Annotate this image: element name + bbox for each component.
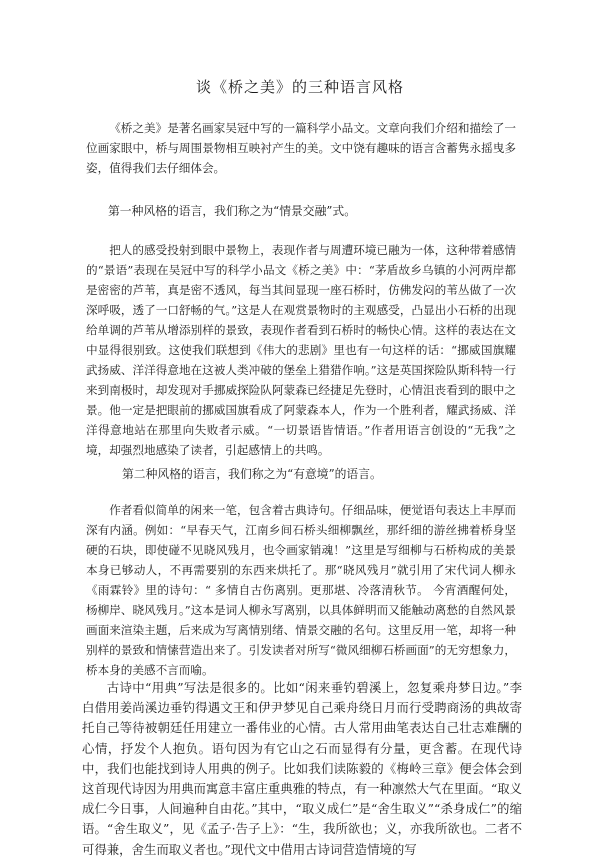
section3-paragraph: 古诗中“用典”写法是很多的。比如“闲来垂钓碧溪上，忽复乘舟梦日边。”李白借用姜尚溪边垂钓得遇文王和伊尹梦见自己乘舟绕日月而行受聘商汤的典故寄托自己等待被朝廷任用建立一番伟业的心情。古人常用曲笔表达自己壮志难酬的心情，抒发个人抱负。语句因为有它山之石而显得有分量，更含蓄。在现代诗中，我们也能找到诗人用典的例子。比如我们读陈毅的《梅岭三章》便会体会到这首现代诗因为用典而寓意丰富庄重典雅的特点，有一种凛然大气在里面。“取义成仁今日事，人间遍种自由花。”其中，“取义成仁”是“舍生取义”“杀身成仁”的缩语。“舍生取义”，见《孟子·告子上》：“生，我所欲也；义，亦我所欲也。二者不可得兼，舍生而取义者也。”现代文中借用古诗词营造情境的写 [82, 680, 523, 857]
document-title: 谈《桥之美》的三种语言风格 [195, 78, 404, 96]
section1-heading: 第一种风格的语言，我们称之为“情景交融”式。 [108, 204, 357, 218]
section1-paragraph: 把人的感受投射到眼中景物上，表现作者与周遭环境已融为一体，这种带着感情的“景语”表现在吴冠中写的科学小品文《桥之美》中：“茅盾故乡乌镇的小河两岸都是密密的芦苇，真是密不透风，每当其间显现一座石桥时，仿佛发闷的苇丛做了一次深呼吸，透了一口舒畅的气。”这是人在观赏景物时的主观感受，凸显出小石桥的出现给单调的芦苇从增添别样的景致，表现作者看到石桥时的畅快心情。这样的表达在文中显得很别致。这使我们联想到《伟大的悲剧》里也有一句这样的话：“挪威国旗耀武扬威、洋洋得意地在这被人类冲破的堡垒上猎猎作响。”这是英国探险队斯科特一行来到南极时，却发现对手挪威探险队阿蒙森已经捷足先登时，心情沮丧看到的眼中之景。他一定是把眼前的挪威国旗看成了阿蒙森本人，作为一个胜利者，耀武扬威、洋洋得意地站在那里向失败者示威。“一切景语皆情语。”作者用语言创设的“无我”之境，却强烈地感染了读者，引起感情上的共鸣。 [86, 243, 516, 457]
section2-heading: 第二种风格的语言，我们称之为“有意境”的语言。 [122, 467, 382, 481]
intro-paragraph: 《桥之美》是著名画家吴冠中写的一篇科学小品文。文章向我们介绍和描绘了一位画家眼中，桥与周围景物相互映衬产生的美。文中饶有趣味的语言含蓄隽永摇曳多姿，值得我们去仔细体会。 [86, 121, 516, 175]
section2-paragraph: 作者看似简单的闲来一笔，包含着古典诗句。仔细品味，便觉语句表达上丰厚而深有内涵。例如：“早春天气，江南乡间石桥头细柳飘丝，那纤细的游丝拂着桥身坚硬的石块，即使碰不见晓风残月，也令画家销魂！”这里是写细柳与石桥构成的美景本身已够动人，不再需要别的东西来烘托了。那“晓风残月”就引用了宋代词人柳永《雨霖铃》里的诗句：“ 多情自古伤离别。更那堪、冷落清秋节。 今宵酒醒何处，杨柳岸、晓风残月。”这本是词人柳永写离别，以具体鲜明而又能触动离愁的自然风景画面来渲染主题，后来成为写离情别绪、情景交融的名句。这里反用一笔，却将一种别样的景致和情愫营造出来了。引发读者对所写“微风细柳石桥画面”的无穷想象力，桥本身的美感不言而喻。 [86, 503, 516, 677]
